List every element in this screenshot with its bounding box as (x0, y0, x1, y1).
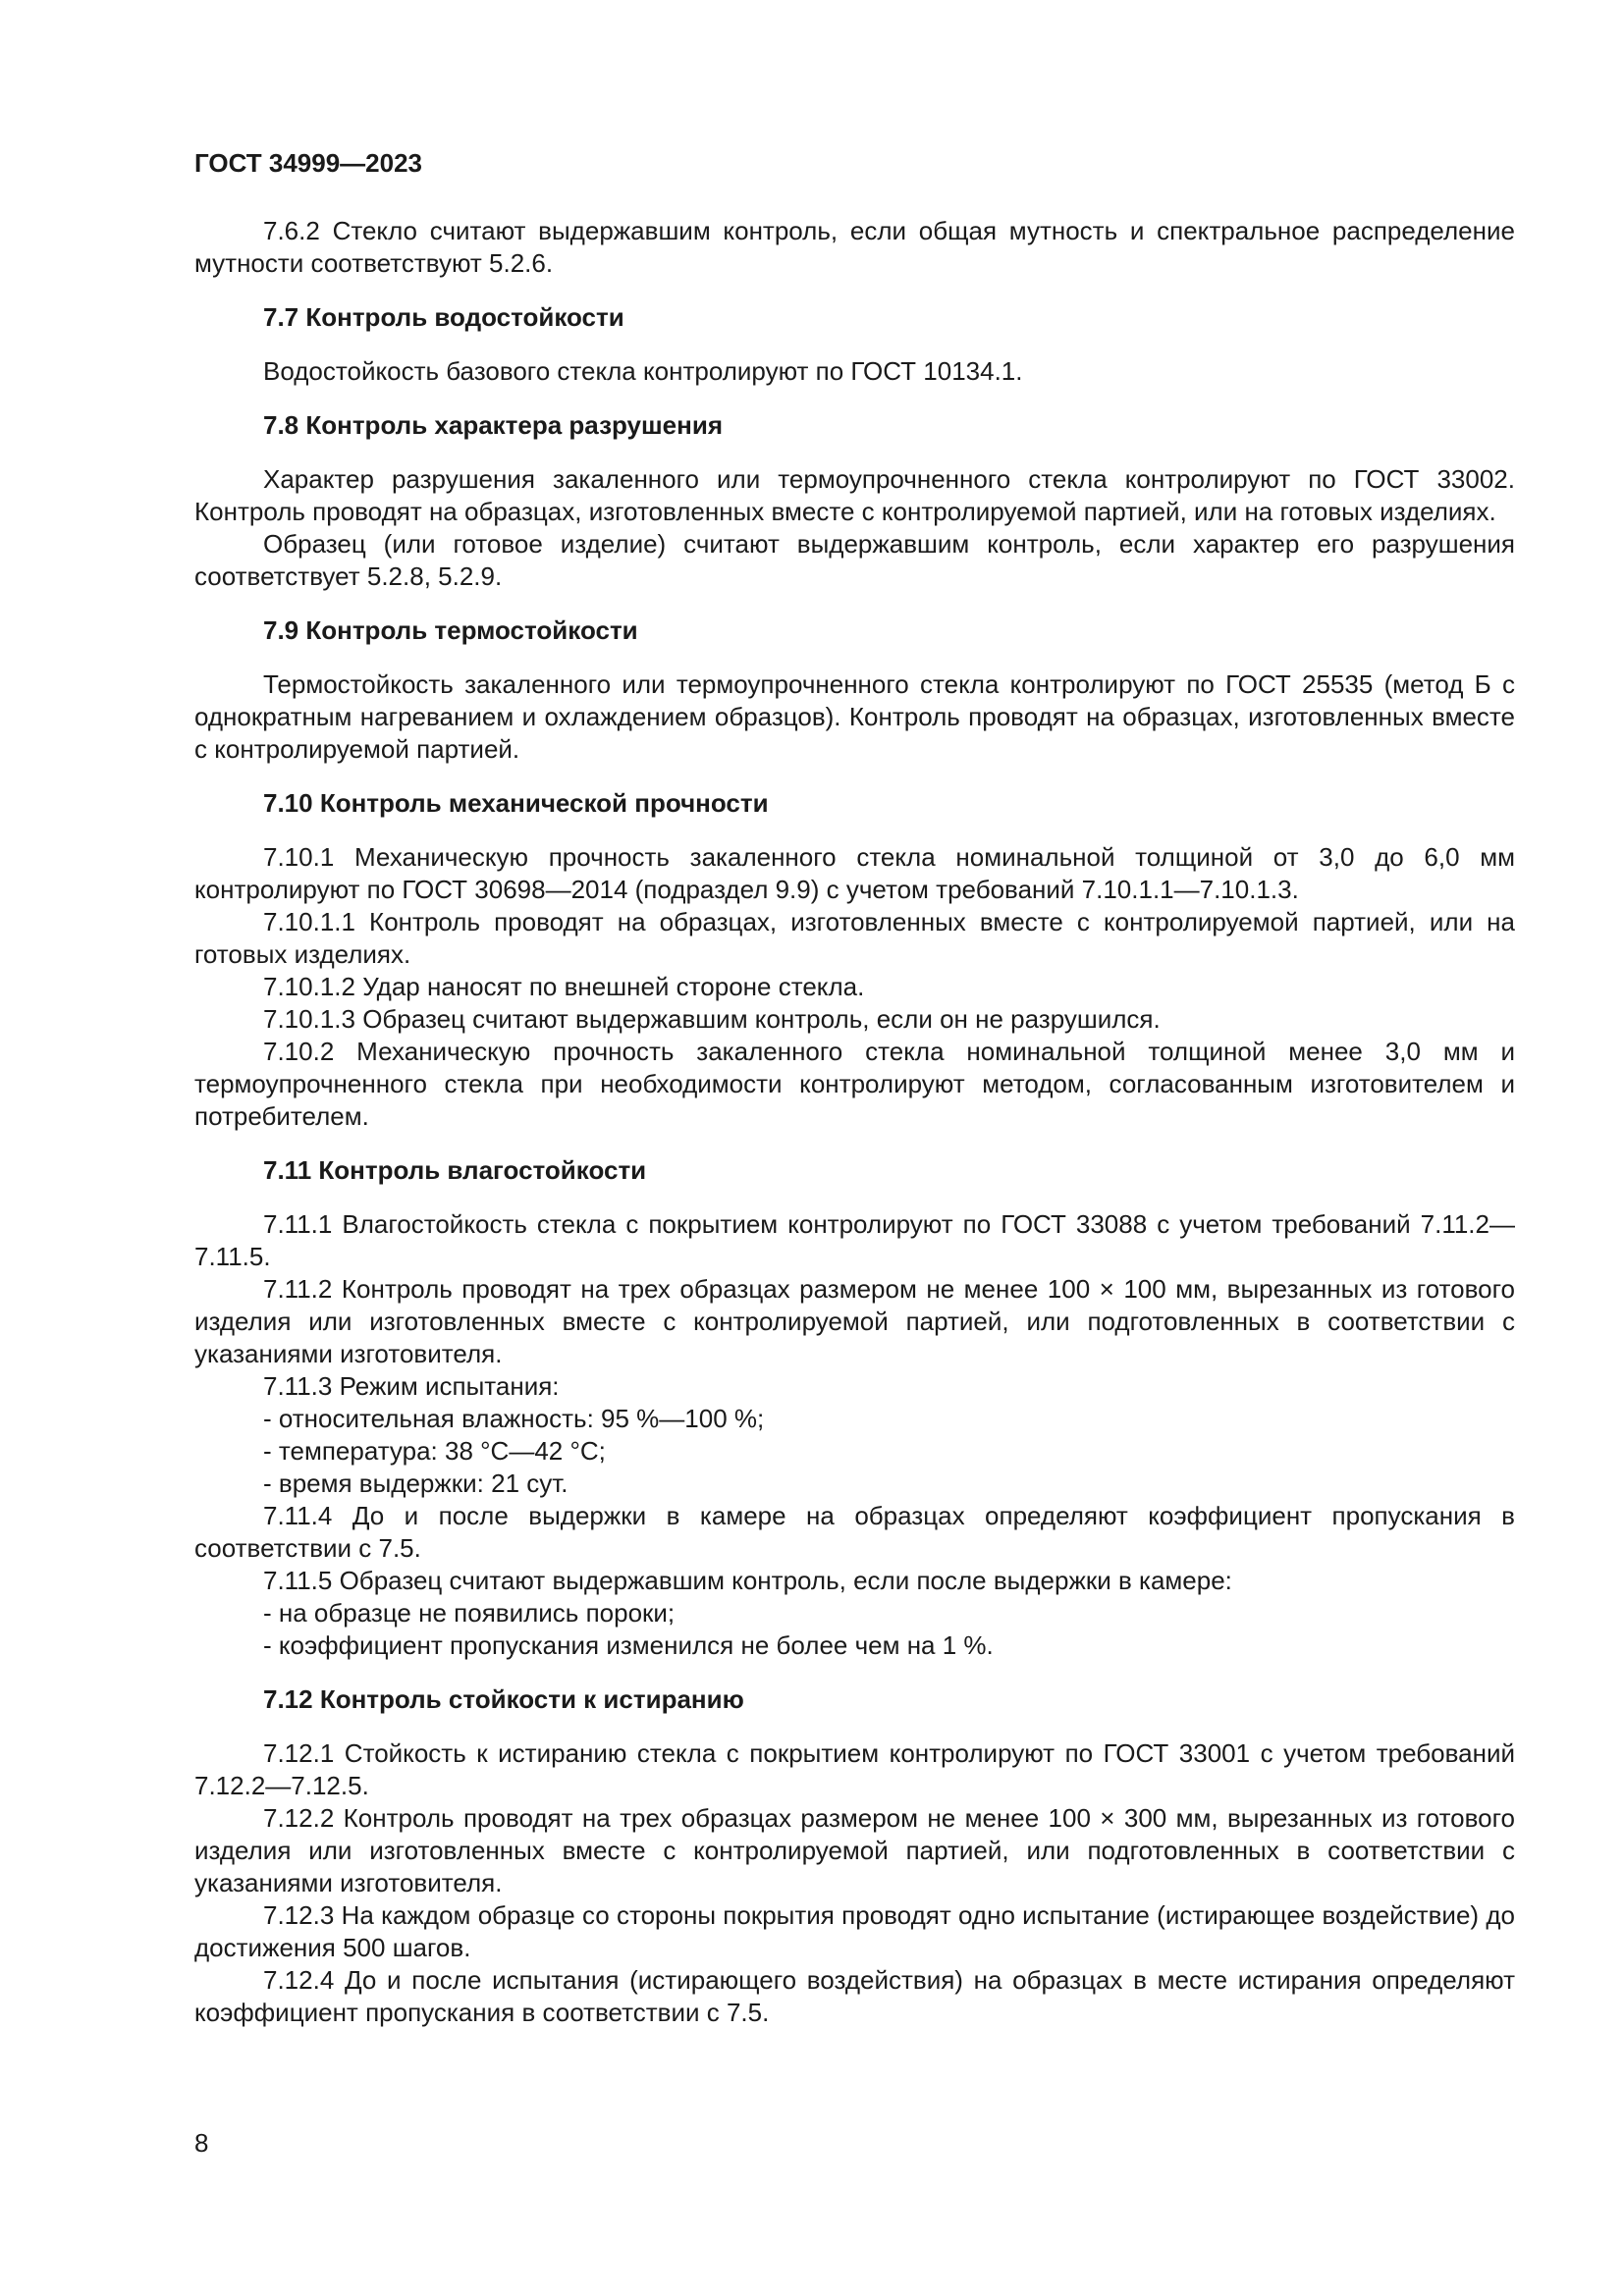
paragraph-7-7: Водостойкость базового стекла контролируют по ГОСТ 10134.1. (263, 356, 1023, 386)
list-item-humidity: - относительная влажность: 95 %—100 %; (263, 1404, 765, 1433)
paragraph-7-11-4: 7.11.4 До и после выдержки в камере на образцах определяют коэффициент пропускания в соответствии с 7.5. (194, 1501, 1515, 1563)
paragraph-7-8-b: Образец (или готовое изделие) считают выдержавшим контроль, если характер его разрушения соответствует 5.2.8, 5.2.9. (194, 529, 1515, 591)
paragraph-7-10-2: 7.10.2 Механическую прочность закаленного стекла номинальной толщиной менее 3,0 мм и термоупрочненного стекла при необходимости контролируют методом, согласованным изготовителем и потребителем. (194, 1037, 1515, 1131)
paragraph-7-8-a: Характер разрушения закаленного или термоупрочненного стекла контролируют по ГОСТ 33002. Контроль проводят на образцах, изготовленных вместе с контролируемой партией, или на готовых изделиях. (194, 464, 1515, 526)
heading-7-8: 7.8 Контроль характера разрушения (263, 410, 723, 440)
paragraph-7-11-5: 7.11.5 Образец считают выдержавшим контроль, если после выдержки в камере: (263, 1566, 1232, 1595)
paragraph-7-11-2: 7.11.2 Контроль проводят на трех образцах размером не менее 100 × 100 мм, вырезанных из готового изделия или изготовленных вместе с контролируемой партией, или подготовленных в соответствии с указаниями изготовителя. (194, 1274, 1515, 1368)
page-number: 8 (194, 2128, 209, 2158)
list-item-temperature: - температура: 38 °C—42 °C; (263, 1436, 606, 1466)
heading-7-10: 7.10 Контроль механической прочности (263, 788, 769, 818)
list-item-transmittance: - коэффициент пропускания изменился не более чем на 1 %. (263, 1630, 994, 1660)
heading-7-11: 7.11 Контроль влагостойкости (263, 1155, 647, 1185)
paragraph-7-12-4: 7.12.4 До и после испытания (истирающего воздействия) на образцах в месте истирания определяют коэффициент пропускания в соответствии с 7.5. (194, 1965, 1515, 2027)
paragraph-7-11-3: 7.11.3 Режим испытания: (263, 1371, 560, 1401)
paragraph-7-10-1-2: 7.10.1.2 Удар наносят по внешней стороне стекла. (263, 972, 865, 1001)
list-item-no-defects: - на образце не появились пороки; (263, 1598, 676, 1628)
paragraph-7-6-2: 7.6.2 Стекло считают выдержавшим контроль, если общая мутность и спектральное распределение мутности соответствуют 5.2.6. (194, 216, 1515, 278)
list-item-duration: - время выдержки: 21 сут. (263, 1468, 568, 1498)
paragraph-7-9: Термостойкость закаленного или термоупрочненного стекла контролируют по ГОСТ 25535 (метод Б с однократным нагреванием и охлаждением образцов). Контроль проводят на образцах, изготовленных вместе с контролируемой партией. (194, 669, 1515, 764)
doc-code-header: ГОСТ 34999—2023 (194, 148, 422, 178)
paragraph-7-12-3: 7.12.3 На каждом образце со стороны покрытия проводят одно испытание (истирающее воздействие) до достижения 500 шагов. (194, 1900, 1515, 1962)
heading-7-9: 7.9 Контроль термостойкости (263, 615, 638, 645)
heading-7-12: 7.12 Контроль стойкости к истиранию (263, 1684, 744, 1714)
paragraph-7-12-2: 7.12.2 Контроль проводят на трех образцах размером не менее 100 × 300 мм, вырезанных из готового изделия или изготовленных вместе с контролируемой партией, или подготовленных в соответствии с указаниями изготовителя. (194, 1803, 1515, 1897)
paragraph-7-10-1-3: 7.10.1.3 Образец считают выдержавшим контроль, если он не разрушился. (263, 1004, 1161, 1034)
paragraph-7-10-1: 7.10.1 Механическую прочность закаленного стекла номинальной толщиной от 3,0 до 6,0 мм контролируют по ГОСТ 30698—2014 (подраздел 9.9) с учетом требований 7.10.1.1—7.10.1.3. (194, 842, 1515, 904)
heading-7-7: 7.7 Контроль водостойкости (263, 302, 624, 332)
document-page (194, 147, 1515, 2029)
paragraph-7-12-1: 7.12.1 Стойкость к истиранию стекла с покрытием контролируют по ГОСТ 33001 с учетом требований 7.12.2—7.12.5. (194, 1738, 1515, 1800)
paragraph-7-11-1: 7.11.1 Влагостойкость стекла с покрытием контролируют по ГОСТ 33088 с учетом требований 7.11.2—7.11.5. (194, 1209, 1515, 1271)
paragraph-7-10-1-1: 7.10.1.1 Контроль проводят на образцах, изготовленных вместе с контролируемой партией, или на готовых изделиях. (194, 907, 1515, 969)
